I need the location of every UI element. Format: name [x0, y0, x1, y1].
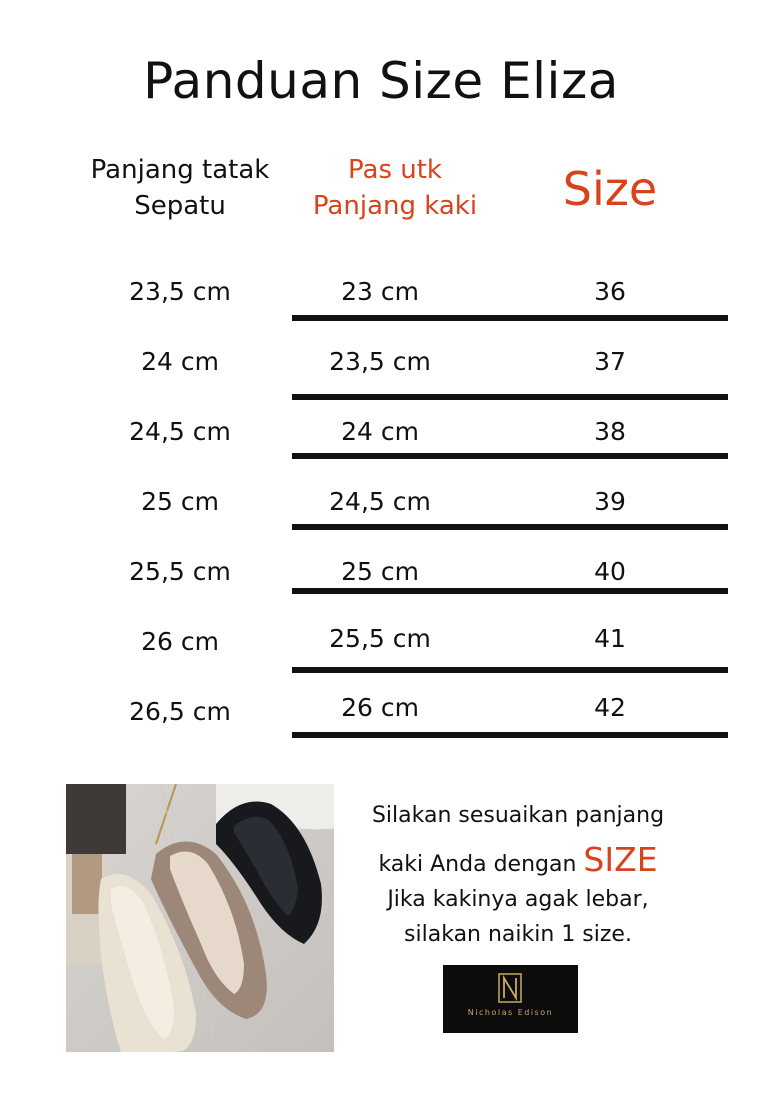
- row-divider: [292, 588, 728, 594]
- table-cell-sole-length: 25,5 cm: [129, 557, 231, 586]
- row-divider: [292, 732, 728, 738]
- table-cell-size: 37: [594, 347, 626, 376]
- table-cell-foot-length: 25 cm: [341, 557, 419, 586]
- shoes-illustration: [66, 784, 334, 1052]
- table-cell-sole-length: 24,5 cm: [129, 417, 231, 446]
- brand-logo: [443, 965, 578, 1033]
- row-divider: [292, 394, 728, 400]
- table-cell-size: 40: [594, 557, 626, 586]
- note-size-highlight: SIZE: [583, 840, 658, 879]
- table-cell-foot-length: 23,5 cm: [329, 347, 431, 376]
- n-monogram-icon: [443, 965, 578, 1033]
- note-line-4: silakan naikin 1 size.: [404, 922, 632, 947]
- row-divider: [292, 524, 728, 530]
- table-cell-sole-length: 24 cm: [141, 347, 219, 376]
- note-line-1: Silakan sesuaikan panjang: [371, 803, 665, 828]
- row-divider: [292, 667, 728, 673]
- header-foot-length-line1: Pas utk: [348, 155, 442, 185]
- table-cell-foot-length: 26 cm: [341, 693, 419, 722]
- row-divider: [292, 453, 728, 459]
- table-cell-foot-length: 23 cm: [341, 277, 419, 306]
- table-cell-sole-length: 26,5 cm: [129, 697, 231, 726]
- table-cell-size: 42: [594, 693, 626, 722]
- table-cell-foot-length: 24 cm: [341, 417, 419, 446]
- table-cell-size: 36: [594, 277, 626, 306]
- table-cell-size: 39: [594, 487, 626, 516]
- header-foot-length: [290, 152, 500, 224]
- table-cell-sole-length: 23,5 cm: [129, 277, 231, 306]
- table-cell-foot-length: 24,5 cm: [329, 487, 431, 516]
- row-divider: [292, 315, 728, 321]
- header-foot-length-line2: Panjang kaki: [312, 191, 478, 221]
- table-cell-sole-length: 25 cm: [141, 487, 219, 516]
- product-photo: [66, 784, 334, 1052]
- header-sole-length: [60, 152, 300, 224]
- table-cell-foot-length: 25,5 cm: [329, 624, 431, 653]
- header-sole-length-line2: Sepatu: [134, 191, 226, 221]
- table-cell-size: 38: [594, 417, 626, 446]
- note-line-2: [348, 840, 688, 879]
- note-line-3: Jika kakinya agak lebar,: [387, 887, 649, 912]
- header-size: Size: [562, 162, 658, 216]
- note-line-2-text: kaki Anda dengan: [378, 852, 577, 877]
- header-sole-length-line1: Panjang tatak: [90, 155, 270, 185]
- table-cell-size: 41: [594, 624, 626, 653]
- brand-name: Nicholas Edison: [467, 1008, 554, 1017]
- page-title: Panduan Size Eliza: [143, 52, 619, 110]
- table-cell-sole-length: 26 cm: [141, 627, 219, 656]
